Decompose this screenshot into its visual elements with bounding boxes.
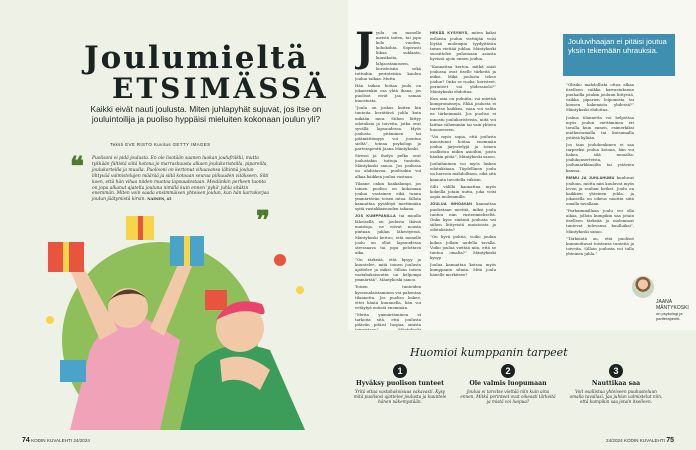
paragraph: ”Parhaimmillaan joulu voi olla aikaa, jolloin kumpikin saa jotain itselleen tärkeää ja molemmat tuntevat tulevansa kuulluiksi”, Mäntykoski sanoo.: [566, 208, 634, 234]
article-column-1: [355, 30, 421, 360]
article-column-3: [566, 82, 634, 340]
lead-quote-text: Puolisoni ei pidä joulusta. En ole lisotään saanen luokan joulufriikki, mutta tykkään fiiltistä siitä kotona jo marraskuusta alkaen joulukoristeilla, pipareilla, joulukorteilla ja muulla. Puolisoni on kertonut vihaavansa lähinnä joulun lihtyvää valmistelujen määrää ja siitä kotoaan seuraa piikuuden vitäkseen. Silti koen, että hän vihaa niiden muotoa lapsuudestaan. Meidänkin perheen luonta on jopa alkanut ajatella jouluna nimillä kuin ennen 'pyhä' juhla sitäkin enemmän. Miten voin saada ensimmäisen yhteisen joulun, kun hän karrakorjaa joulun jäätymistä kirsin.: [92, 156, 269, 203]
deck: Kaikki eivät nauti joulusta. Miten juhlapyhät sujuvat, jos itse on jouluintoilija ja puoliso hyppäisi mieluiten kokonaan joulun yli?: [90, 104, 322, 124]
pull-quote: Jouluvihaajan ei pitäisi joutua yksin tekemään uhrauksia.: [563, 34, 675, 76]
tip-heading: Hyväksy puolison tunteet: [356, 380, 444, 387]
close-quote-icon: ❞: [256, 206, 270, 236]
paragraph: Hän taikaa hoitaa joulu on jokaisenkin osa yhtä ihana, jos puolisot eivät jaa samaa innostusta.: [355, 82, 421, 104]
expert-avatar: [632, 276, 654, 298]
tips-title: Huomioi kumppanin tarpeet: [410, 346, 568, 359]
subhead: JOULUA INHOAVAN: [430, 201, 473, 206]
right-footer: [606, 437, 674, 444]
lead-quote: [92, 156, 270, 203]
byline-credit: Teksti EVE RISTO Kuvitus GETTY IMAGES: [110, 142, 211, 147]
paragraph-text: tai muulla läheisellä on joulusta ikäviä muistoja, ne voivat nousta pintaan juhlan lähestyessä. Mäntykoski kertoo, että monelle joulu on ollut lapsuudessa stressaava tai jopa pelottava aika.: [355, 213, 421, 255]
tip-text: Yritä ottaa vastahakoisuus vakavasti. Kysy mitä puolisosi ajattelee joulusta ja kuuntele hänen näkemystään.: [353, 389, 447, 405]
paragraph: Toisen tunteiden kyseenalaistaminen voi pahentaa tilannetta. Jos puoliso kokee, ettei häntä kuunnella, hän voi vetäytyä entistä enemmän.: [355, 284, 421, 310]
paragraph: ”Joulu on joskus kuiten kin tunteita herättävä juhla kuin mikään muu. Siihen liittyy odotuksia ja toiveita, jotka ovat syvällä lapsuudessa. Myös joulusta pitäminen tai pitämättömyys voi juontua sieltä”, toteaa psykologi ja parterapeutti Jaana Mäntykoski.: [355, 105, 421, 152]
tip-heading: Ole valmis luopumaan: [469, 380, 547, 387]
lead-quote-author: NAINEN, 45: [147, 197, 172, 202]
article-column-2: [430, 30, 496, 340]
gift-ribbon: [138, 216, 143, 240]
paragraph: Kun asia on puhuttu, voi miettiä kompromisseja. Ehkä joulusta ei tarvitse kaikkea, vaan voi valita ne tärkeimmät. Jos puoliso ei innostu joulukoristeista, niitä voi laittaa vähemmän tai vain yhteen huoneeseen.: [430, 96, 496, 132]
expert-last-name: MÄNTYKOSKI: [656, 304, 689, 311]
gift-ribbon: [63, 242, 69, 272]
ornament: [46, 316, 54, 324]
paragraph: Joulua kannattaa katsoa myös kumppanin silmin. Mitä joulu hänelle merkitsee?: [430, 261, 496, 278]
paragraph: ”Mutta ymmärtäminen ei tarkoita sitä, että joulusta pitävän pitäisi luopua omista: [355, 311, 421, 328]
ornament: [296, 286, 304, 294]
open-quote-icon: ❝: [70, 152, 84, 182]
headline-line1: Joulumieltä: [84, 40, 309, 76]
paragraph: ”Voi myös sopia, että joulusta innostunut hoitaa enemmän joulun järjestelyjä ja toinen osallistuu niihin asioihin, joista hänkin pitää”, Mäntykoski sanoo.: [430, 133, 496, 160]
paragraph: [355, 30, 421, 81]
paragraph: ”On hyvä pohtia, voiko joulun kokea jollain uudella tavalla. Voiko joulua viettää niin, että se tuntuu omalta?” Mäntykoski kysyy.: [430, 234, 496, 260]
paragraph: [566, 175, 634, 207]
footer-magazine-right: 24/2024 KODIN KUVALEHTI: [606, 438, 665, 443]
paragraph: Jouluihminen voi myös laskea odotuksiaan. Täydellinen joulu on harvoin mahdollinen, eikä sitä kannata tavoitella väkisin.: [430, 161, 496, 182]
paragraph: Tilanne onkin hankalampi, jos toinen puoliso on kokonaan joulun vastainen eikä tunnu ymmärtävän toisen intoa. Silloin kannattaa pysähtyä miettimään syitä vastakkaisuuden takana.: [355, 180, 421, 212]
drop-cap: J: [355, 30, 374, 71]
tip-heading: Nauttikaa saa: [591, 380, 641, 387]
subhead: RIEMU JA JUHLAHUMU: [566, 175, 615, 180]
paragraph: ”Tärkeintä on, että puolisot kunnioittavat toistensa tunteita ja toiveita. Silloin joulusta voi tulla yhteinen juhla.”: [566, 235, 634, 256]
expert-first-name: JAANA: [656, 299, 673, 305]
headline-line2: ETSIMÄSSÄ: [112, 72, 329, 105]
tip-card-3: [568, 364, 664, 405]
expert-description: on psykologi ja pariterapeutti.: [656, 311, 683, 321]
tip-number: 2: [501, 364, 515, 378]
subhead: HEKÄÄ KYSYMYS,: [430, 31, 469, 35]
left-footer: [22, 437, 90, 444]
paragraph-text: kannattaa puolestaan miettiä, miksi joulu tuntuu niin vastenmieliseltä. Onko kyse sinänsä joulusta vai siihen liittyvistä muistoista ja odotuksista?: [430, 200, 496, 233]
paragraph: Joskus tilannetta voi helpottaa myös joulun viettäminen eri tavalla kuin ennen, esimerkiksi matkustamalla tai kutsumalla ystäviä kylään.: [566, 114, 634, 140]
paragraph: Silti välillä kannattaa myös kokeilla jotain uutta, joka voisi sopia molemmille.: [430, 183, 496, 199]
tip-text: Joulua ei tarvitse viettää niin kuin aina ennen. Mitkä perinteet ovat oikeasti tärkeitä ja mistä voi luopua?: [460, 389, 556, 405]
subhead: JOS KUMPPANILLA: [355, 214, 396, 219]
paragraph: ”Olisiko mahdollista ottaa alkaa itselleen vaikka harrastuksena puuhailla jotakin jouluun liittyvää, vaikka piparien leipomista tai kuusen hakemista yhdessä?” Mäntykoski ehdottaa.: [566, 82, 634, 113]
ornament: [274, 254, 286, 266]
paragraph: ”Kannattaa kertoa, mitkä asiat joulussa ovat itselle tärkeitä ja miksi. Mikä joulusta tekee joulun? Onko se ruoka, koristeet, perinteet vai yhdessäolo?” Mäntykoski ehdottaa.: [430, 63, 496, 95]
gift-box-small: [60, 360, 86, 382]
paragraph: ”On tärkeää, että kysyy ja kuuntelee, mitä toinen joulusta ajattelee ja miksi. Silloin toisen vastahakoisuutta on helpompi ymmärtää”, Mäntykoski sanoo.: [355, 256, 421, 283]
tip-number: 3: [609, 364, 623, 378]
paragraph: Jos taas jouluhenkinen ei saa tarpeeksi joulua kotona, hän voi hakea sitä muualta: joulukonserteista, joulumarkkinoilta tai ystävien kanssa.: [566, 142, 634, 173]
tip-number: 1: [393, 364, 407, 378]
paragraph-text: yulu on monelle meistä taiten, tai jopa kolo vuoden, kohokohta. Sopivasti liikaa suklaata, kuusikoita, lahjaostamiseen, koristeisiin sekä tuttuihin perinteisiin kuuluu joulun taikaa. Mutta: [355, 30, 421, 81]
paragraph: [430, 30, 496, 62]
tip-card-1: [352, 364, 448, 405]
expert-name: [656, 300, 689, 311]
tip-text: Voit osallistua yhteiseen puuhasteluun omalla tavallasi. Jaa juhlan valmistelut niin, että kumpikin saa jotain itselleen.: [569, 389, 663, 405]
gift-ribbon: [184, 236, 190, 266]
paragraph-text: kuuluvat jouluun, mutta niin kuuluvat myös levon ja rauhan hetket. Joulu on kaikkien yhteinen juhla, ja jokaisella on oikeus nauttia siitä omalla tavallaan.: [566, 174, 634, 207]
paragraph: [430, 201, 496, 233]
paragraph: Stressi ja ihofyo pelko ovat joulustakin tuttuja tunteita, Mäntykoski sanoo. Jos joulussa on ahdistavaa, puolisokin voi alkaa kaikkea joulua vastaan.: [355, 153, 421, 179]
paragraph-text: miten kaksi erilaista joulun viettäjää voisi löytää molempia tyydyttävän tavan viettää juhlaa. Mäntykoski suosittelee puhumaan asiasta hyvissä ajoin ennen joulua.: [430, 30, 496, 62]
gift-box-small: [205, 290, 227, 310]
tip-card-2: [460, 364, 556, 405]
couple-illustration: [30, 200, 330, 430]
footer-magazine-left: KODIN KUVALEHTI 24/2024: [31, 438, 90, 443]
paragraph: [355, 213, 421, 255]
page-number-left: 74: [22, 437, 30, 444]
page-number-right: 75: [666, 437, 674, 444]
